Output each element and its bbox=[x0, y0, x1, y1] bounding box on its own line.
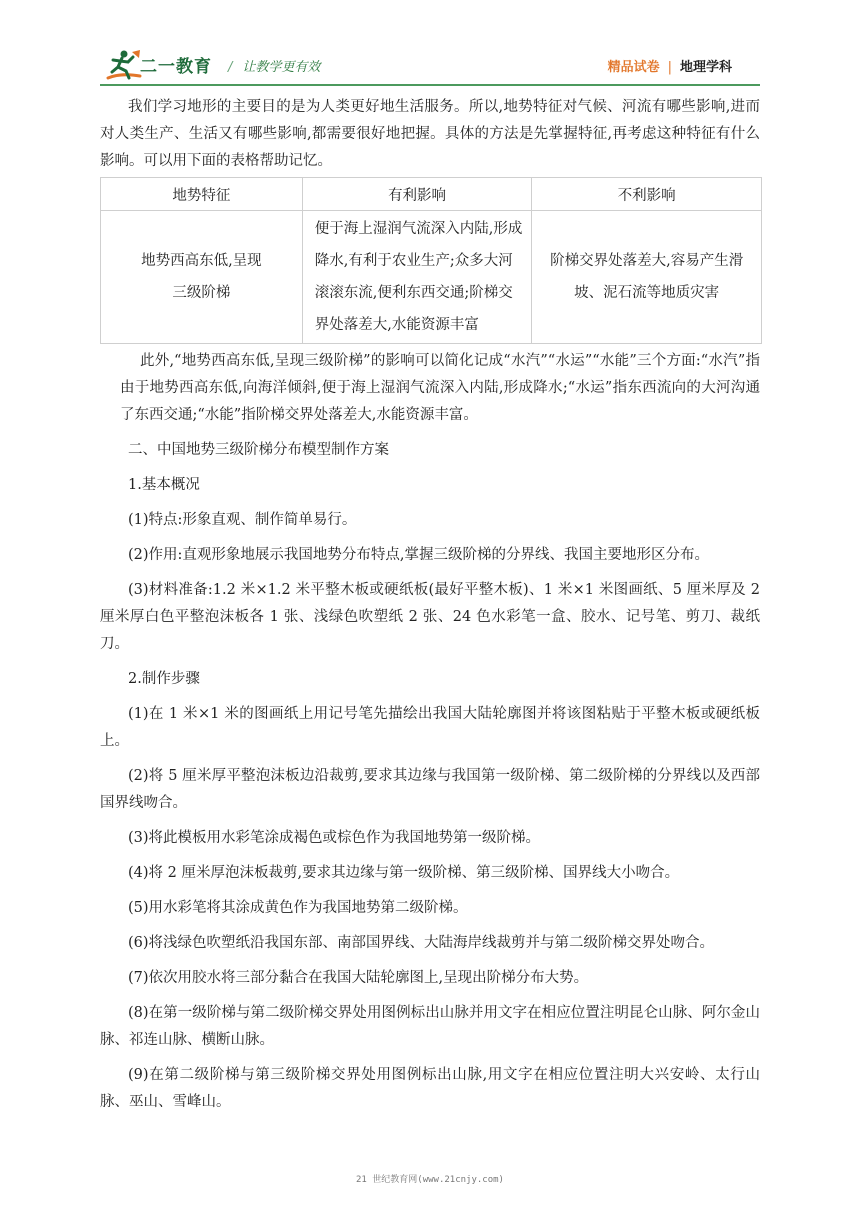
list-item: (9)在第二级阶梯与第三级阶梯交界处用图例标出山脉,用文字在相应位置注明大兴安岭、太行山脉、巫山、雪峰山。 bbox=[100, 1067, 760, 1110]
subsection-title-2: 2.制作步骤 bbox=[128, 671, 200, 687]
page-content bbox=[100, 94, 760, 1116]
table-header-row bbox=[101, 178, 762, 211]
table-row bbox=[101, 211, 762, 344]
list-item: (2)将 5 厘米厚平整泡沫板边沿裁剪,要求其边缘与我国第一级阶梯、第二级阶梯的分界线以及西部国界线吻合。 bbox=[100, 768, 760, 811]
list-item: (1)在 1 米×1 米的图画纸上用记号笔先描绘出我国大陆轮廓图并将该图粘贴于平整木板或硬纸板上。 bbox=[100, 706, 760, 749]
header-right: 精品试卷 | 地理学科 bbox=[607, 60, 732, 75]
list-item: (2)作用:直观形象地展示我国地势分布特点,掌握三级阶梯的分界线、我国主要地形区分布。 bbox=[128, 547, 710, 563]
slogan-text: 让教学更有效 bbox=[242, 60, 321, 75]
page-footer: 21 世纪教育网(www.21cnjy.com) bbox=[356, 1175, 504, 1185]
list-item: (4)将 2 厘米厚泡沫板裁剪,要求其边缘与第一级阶梯、第三级阶梯、国界线大小吻合。 bbox=[128, 865, 680, 881]
header-badge: 精品试卷 bbox=[607, 60, 660, 75]
list-item: (3)材料准备:1.2 米×1.2 米平整木板或硬纸板(最好平整木板)、1 米×1 米图画纸、5 厘米厚及 2 厘米厚白色平整泡沫板各 1 张、浅绿色吹塑纸 2 张、24 色水彩笔一盒、胶水、记号笔、剪刀、裁纸刀。 bbox=[100, 582, 760, 652]
after-table-paragraph: 此外,“地势西高东低,呈现三级阶梯”的影响可以简化记成“水汽”“水运”“水能”三个方面:“水汽”指由于地势西高东低,向海洋倾斜,便于海上湿润气流深入内陆,形成降水;“水运”指东西流向的大河沟通了东西交通;“水能”指阶梯交界处落差大,水能资源丰富。 bbox=[120, 353, 760, 423]
logo-text: 二一教育 bbox=[140, 57, 212, 77]
list-item: (6)将浅绿色吹塑纸沿我国东部、南部国界线、大陆海岸线裁剪并与第二级阶梯交界处吻合。 bbox=[128, 935, 715, 951]
table-header-cell: 不利影响 bbox=[532, 178, 762, 211]
table-cell-positive: 便于海上湿润气流深入内陆,形成降水,有利于农业生产;众多大河滚滚东流,便利东西交通;阶梯交界处落差大,水能资源丰富 bbox=[302, 211, 532, 344]
list-item: (3)将此模板用水彩笔涂成褐色或棕色作为我国地势第一级阶梯。 bbox=[128, 830, 541, 846]
header-subject: 地理学科 bbox=[679, 60, 732, 75]
slogan: / 让教学更有效 bbox=[228, 60, 321, 75]
page-header bbox=[100, 44, 760, 84]
table-cell-feature: 地势西高东低,呈现三级阶梯 bbox=[101, 211, 303, 344]
intro-paragraph: 我们学习地形的主要目的是为人类更好地生活服务。所以,地势特征对气候、河流有哪些影响,进而对人类生产、生活又有哪些影响,都需要很好地把握。具体的方法是先掌握特征,再考虑这种特征有什么影响。可以用下面的表格帮助记忆。 bbox=[100, 99, 760, 169]
section-title: 二、中国地势三级阶梯分布模型制作方案 bbox=[128, 442, 389, 458]
list-item: (5)用水彩笔将其涂成黄色作为我国地势第二级阶梯。 bbox=[128, 900, 468, 916]
terrain-table bbox=[100, 177, 762, 344]
table-header-cell: 地势特征 bbox=[101, 178, 303, 211]
subsection-title-1: 1.基本概况 bbox=[128, 477, 200, 493]
list-item: (7)依次用胶水将三部分黏合在我国大陆轮廓图上,呈现出阶梯分布大势。 bbox=[128, 970, 589, 986]
list-item: (1)特点:形象直观、制作简单易行。 bbox=[128, 512, 357, 528]
header-divider bbox=[100, 84, 760, 86]
list-item: (8)在第一级阶梯与第二级阶梯交界处用图例标出山脉并用文字在相应位置注明昆仑山脉、阿尔金山脉、祁连山脉、横断山脉。 bbox=[100, 1005, 760, 1048]
table-header-cell: 有利影响 bbox=[302, 178, 532, 211]
table-cell-negative: 阶梯交界处落差大,容易产生滑坡、泥石流等地质灾害 bbox=[532, 211, 762, 344]
